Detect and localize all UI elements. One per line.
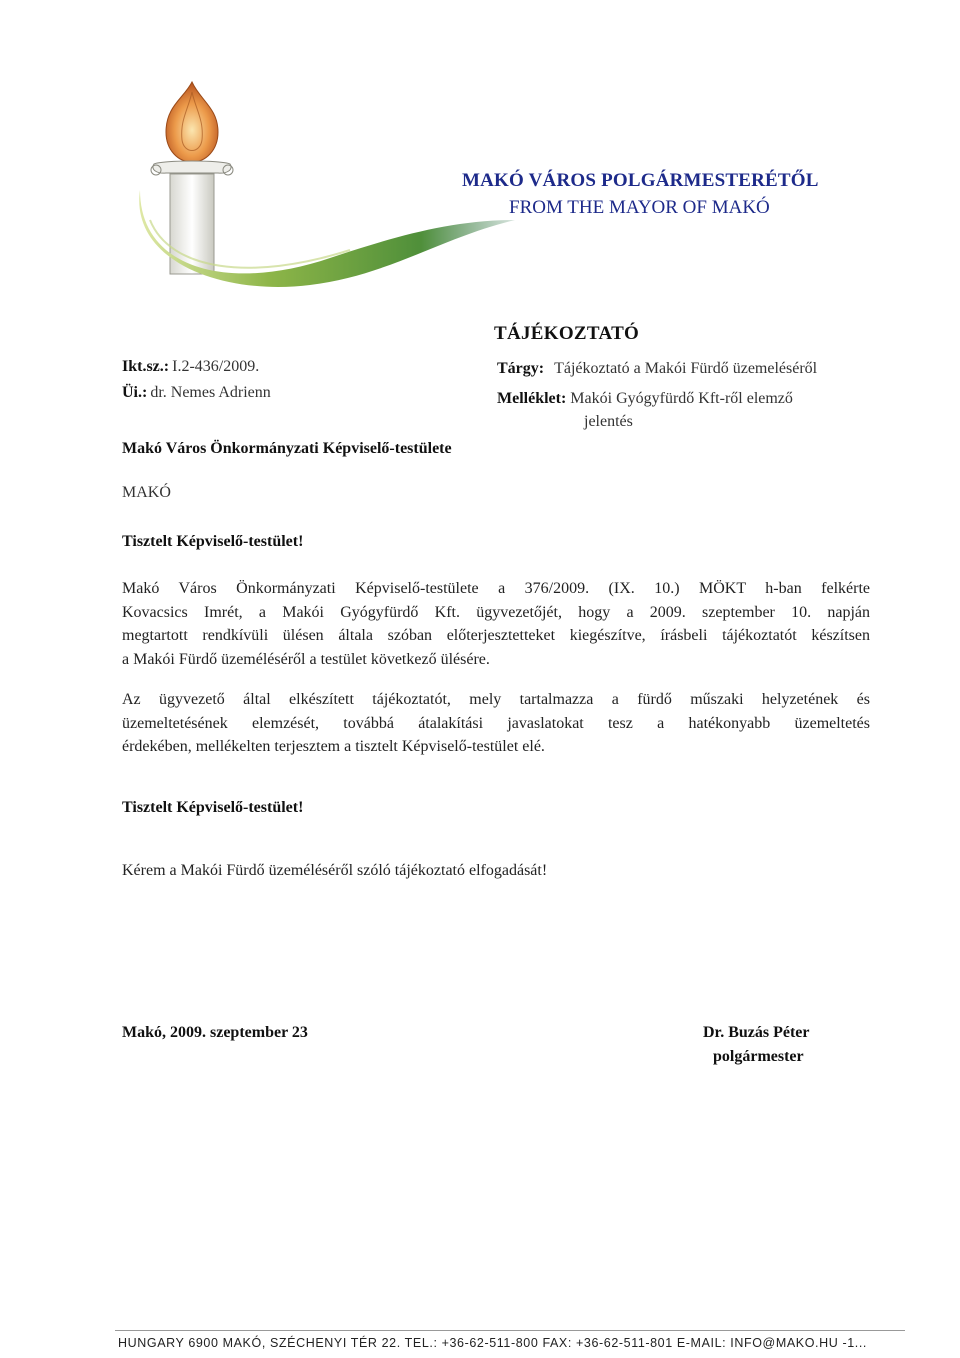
city-logo — [110, 70, 520, 300]
addressee-body: Makó Város Önkormányzati Képviselő-testülete — [122, 440, 452, 457]
paragraph-1-line: Kovacsics Imrét, a Makói Gyógyfürdő Kft. ügyvezetőjét, hogy a 2009. szeptember 10. napján — [122, 603, 870, 621]
ui-value: dr. Nemes Adrienn — [150, 384, 271, 401]
subject-value: Tájékoztató a Makói Fürdő üzemeléséről — [554, 360, 818, 377]
reference-number — [122, 358, 259, 376]
paragraph-1-line: megtartott rendkívüli ülésen általa szóban előterjesztetteket kiegészítve, írásbeli tájékoztatót készítsen — [122, 627, 870, 644]
paragraph-1-line: Makó Város Önkormányzati Képviselő-testülete a 376/2009. (IX. 10.) MÖKT h-ban felkérte — [122, 580, 870, 597]
attachment-value: Makói Gyógyfürdő Kft-ről elemző — [570, 390, 793, 407]
paragraph-2 — [122, 688, 870, 759]
addressee-city: MAKÓ — [122, 484, 171, 501]
attachment-value-cont: jelentés — [584, 413, 633, 430]
paragraph-2-line: Az ügyvezető által elkészített tájékoztatót, mely tartalmazza a fürdő műszaki helyzetének és — [122, 691, 870, 708]
letterhead-subtitle: FROM THE MAYOR OF MAKÓ — [509, 197, 770, 218]
document-type: TÁJÉKOZTATÓ — [494, 323, 640, 344]
salutation-2: Tisztelt Képviselő-testület! — [122, 799, 304, 816]
request-line: Kérem a Makói Fürdő üzeméléséről szóló tájékoztató elfogadását! — [122, 862, 548, 879]
iktsz-value: I.2-436/2009. — [172, 358, 260, 375]
letterhead-title: MAKÓ VÁROS POLGÁRMESTERÉTŐL — [462, 170, 819, 191]
footer-address: HUNGARY 6900 MAKÓ, SZÉCHENYI TÉR 22. TEL.: +36-62-511-800 FAX: +36-62-511-801 E-MAIL: INFO@MAKO.HU -1... — [118, 1336, 867, 1350]
clerk-line — [122, 384, 271, 402]
paragraph-1-line: a Makói Fürdő üzeméléséről a testület következő ülésére. — [122, 650, 490, 668]
salutation: Tisztelt Képviselő-testület! — [122, 533, 304, 550]
subject-line — [497, 360, 817, 378]
paragraph-1 — [122, 577, 870, 671]
signer-title: polgármester — [713, 1048, 804, 1065]
attachment-label: Melléklet: — [497, 390, 567, 407]
subject-label: Tárgy: — [497, 360, 545, 377]
ui-label: Üi.: — [122, 384, 148, 401]
signer-name: Dr. Buzás Péter — [703, 1024, 810, 1041]
attachment-line — [497, 390, 793, 408]
footer-divider — [115, 1330, 905, 1331]
paragraph-2-line: érdekében, mellékelten terjesztem a tisztelt Képviselő-testület elé. — [122, 738, 545, 755]
iktsz-label: Ikt.sz.: — [122, 358, 170, 375]
paragraph-2-line: üzemeltetésének elemzését, továbbá átalakítási javaslatokat tesz a hatékonyabb üzemeltetés — [122, 714, 870, 732]
place-date: Makó, 2009. szeptember 23 — [122, 1024, 308, 1041]
